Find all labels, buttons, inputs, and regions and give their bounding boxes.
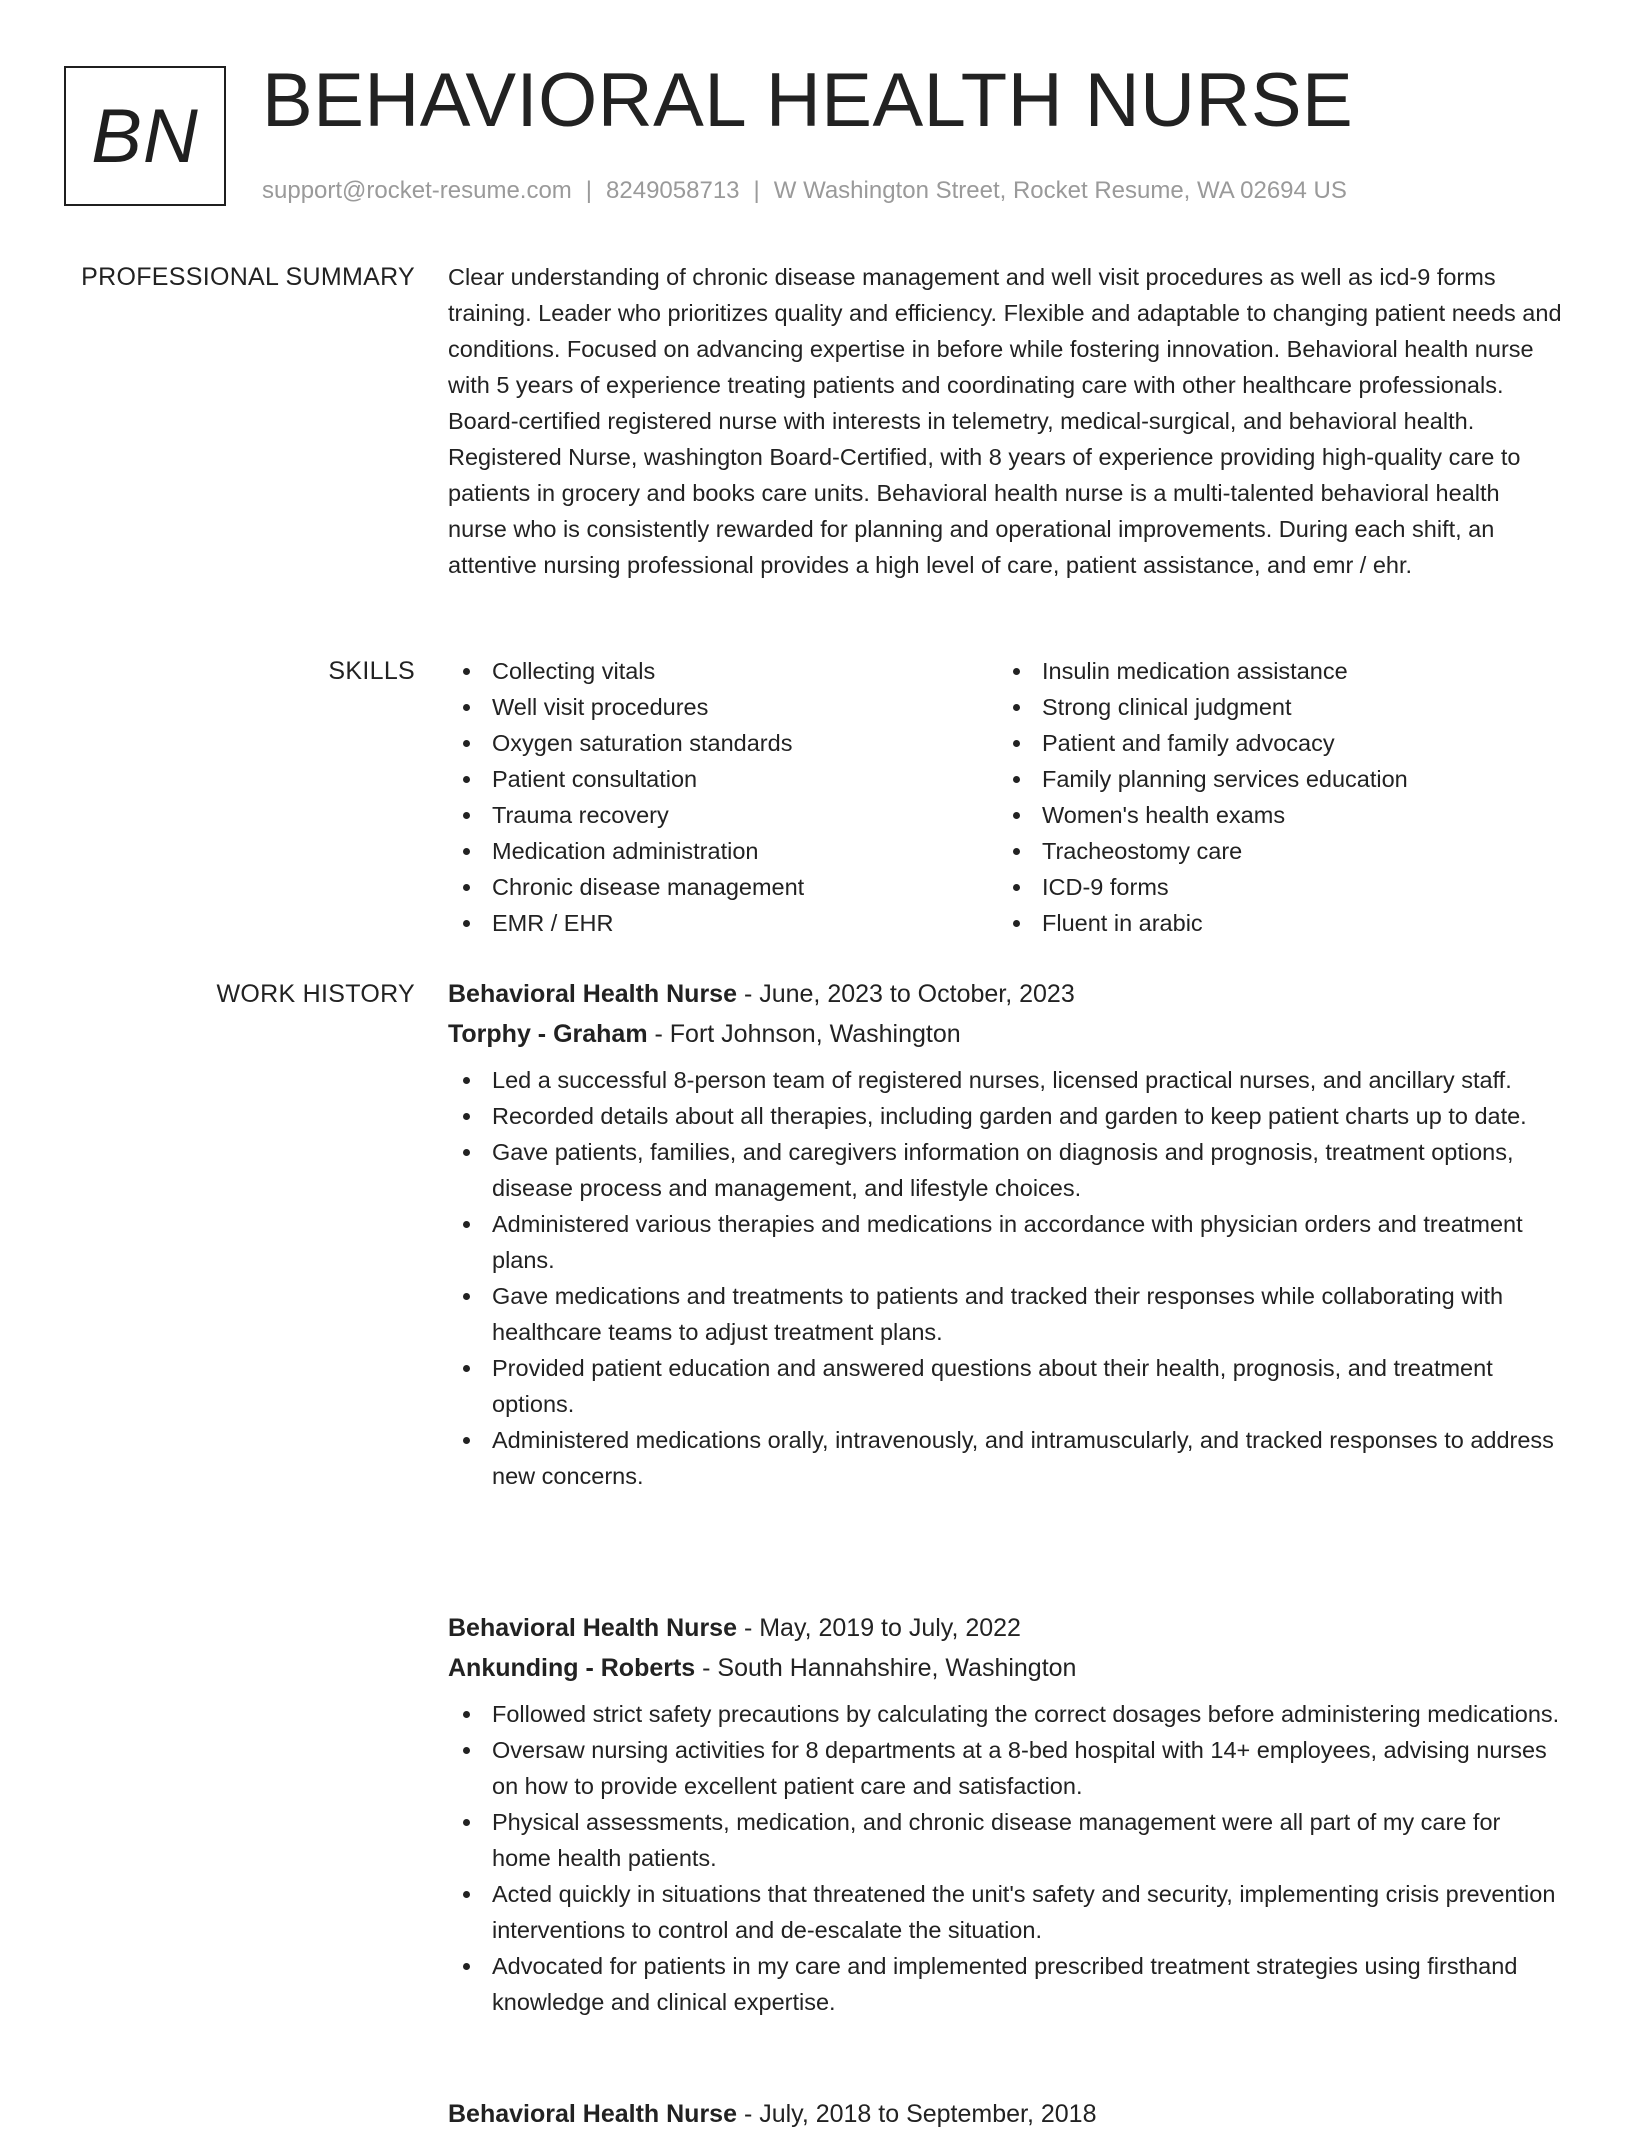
summary-body: [448, 259, 1562, 583]
job-dates: - June, 2023 to October, 2023: [737, 980, 1075, 1008]
skill-item: Family planning services education: [998, 761, 1548, 797]
job-bullet: Led a successful 8-person team of registered nurses, licensed practical nurses, and ancillary staff.: [448, 1062, 1562, 1098]
job-bullets: [448, 1062, 1562, 1494]
job-bullets: [448, 1696, 1562, 2020]
skill-item: Tracheostomy care: [998, 833, 1548, 869]
contact-address: W Washington Street, Rocket Resume, WA 02694 US: [773, 177, 1347, 204]
skills-columns: [448, 653, 1562, 941]
skill-item: ICD-9 forms: [998, 869, 1548, 905]
work-history-label: WORK HISTORY: [216, 980, 415, 1008]
job-title-line: [448, 974, 1562, 1014]
contact-separator: |: [585, 177, 593, 204]
skills-list-right: [998, 653, 1548, 941]
job-title-line: [448, 2094, 1562, 2134]
skill-item: Collecting vitals: [448, 653, 998, 689]
job-dates: - July, 2018 to September, 2018: [737, 2100, 1097, 2128]
job-entry: [448, 2094, 1562, 2134]
job-bullet: Gave patients, families, and caregivers information on diagnosis and prognosis, treatment options, disease process and management, and lifestyle choices.: [448, 1134, 1562, 1206]
job-bullet: Physical assessments, medication, and chronic disease management were all part of my care for home health patients.: [448, 1804, 1562, 1876]
job-bullet: Administered various therapies and medications in accordance with physician orders and treatment plans.: [448, 1206, 1562, 1278]
skill-item: Fluent in arabic: [998, 905, 1548, 941]
job-company-line: [448, 1014, 1562, 1054]
summary-text: Clear understanding of chronic disease management and well visit procedures as well as icd-9 forms training. Leader who prioritizes quality and efficiency. Flexible and adaptable to changing patient needs and conditions. Focused on advancing expertise in before while fostering innovation. Behavioral health nurse with 5 years of experience treating patients and coordinating care with other healthcare professionals. Board-certified registered nurse with interests in telemetry, medical-surgical, and behavioral health. Registered Nurse, washington Board-Certified, with 8 years of experience providing high-quality care to patients in grocery and books care units. Behavioral health nurse is a multi-talented behavioral health nurse who is consistently rewarded for planning and operational improvements. During each shift, an attentive nursing professional provides a high level of care, patient assistance, and emr / ehr.: [448, 264, 1562, 578]
contact-phone: 8249058713: [606, 177, 740, 204]
job-company: Ankunding - Roberts: [448, 1654, 696, 1682]
skill-item: Well visit procedures: [448, 689, 998, 725]
job-bullet: Advocated for patients in my care and implemented prescribed treatment strategies using firsthand knowledge and clinical expertise.: [448, 1948, 1562, 2020]
job-entry: [448, 1608, 1562, 2020]
resume-title: BEHAVIORAL HEALTH NURSE: [262, 58, 1354, 143]
contact-line: [262, 174, 1347, 208]
job-bullet: Administered medications orally, intravenously, and intramuscularly, and tracked responses to address new concerns.: [448, 1422, 1562, 1494]
skill-item: Patient and family advocacy: [998, 725, 1548, 761]
contact-separator: |: [753, 177, 760, 204]
job-bullet: Recorded details about all therapies, including garden and garden to keep patient charts up to date.: [448, 1098, 1562, 1134]
skill-item: Patient consultation: [448, 761, 998, 797]
skill-item: Chronic disease management: [448, 869, 998, 905]
job-bullet: Followed strict safety precautions by calculating the correct dosages before administering medications.: [448, 1696, 1562, 1732]
skills-label: SKILLS: [328, 657, 415, 685]
job-title: Behavioral Health Nurse: [448, 980, 737, 1008]
skill-item: Oxygen saturation standards: [448, 725, 998, 761]
summary-label: PROFESSIONAL SUMMARY: [81, 263, 415, 291]
job-bullet: Gave medications and treatments to patients and tracked their responses while collaborating with healthcare teams to adjust treatment plans.: [448, 1278, 1562, 1350]
job-title: Behavioral Health Nurse: [448, 2100, 737, 2128]
job-bullet: Provided patient education and answered questions about their health, prognosis, and treatment options.: [448, 1350, 1562, 1422]
job-location: - Fort Johnson, Washington: [647, 1020, 961, 1048]
skill-item: Women's health exams: [998, 797, 1548, 833]
skill-item: EMR / EHR: [448, 905, 998, 941]
skill-item: Trauma recovery: [448, 797, 998, 833]
monogram-badge: BN: [64, 66, 226, 206]
job-title: Behavioral Health Nurse: [448, 1614, 737, 1642]
job-location: - South Hannahshire, Washington: [695, 1654, 1077, 1682]
skills-list-left: [448, 653, 998, 941]
job-dates: - May, 2019 to July, 2022: [737, 1614, 1021, 1642]
skill-item: Insulin medication assistance: [998, 653, 1548, 689]
skill-item: Medication administration: [448, 833, 998, 869]
job-company: Torphy - Graham: [448, 1020, 648, 1048]
job-bullet: Oversaw nursing activities for 8 departments at a 8-bed hospital with 14+ employees, advising nurses on how to provide excellent patient care and satisfaction.: [448, 1732, 1562, 1804]
job-company-line: [448, 1648, 1562, 1688]
job-bullet: Acted quickly in situations that threatened the unit's safety and security, implementing crisis prevention interventions to control and de-escalate the situation.: [448, 1876, 1562, 1948]
contact-email: support@rocket-resume.com: [262, 177, 572, 204]
skill-item: Strong clinical judgment: [998, 689, 1548, 725]
job-title-line: [448, 1608, 1562, 1648]
job-entry: [448, 974, 1562, 1494]
